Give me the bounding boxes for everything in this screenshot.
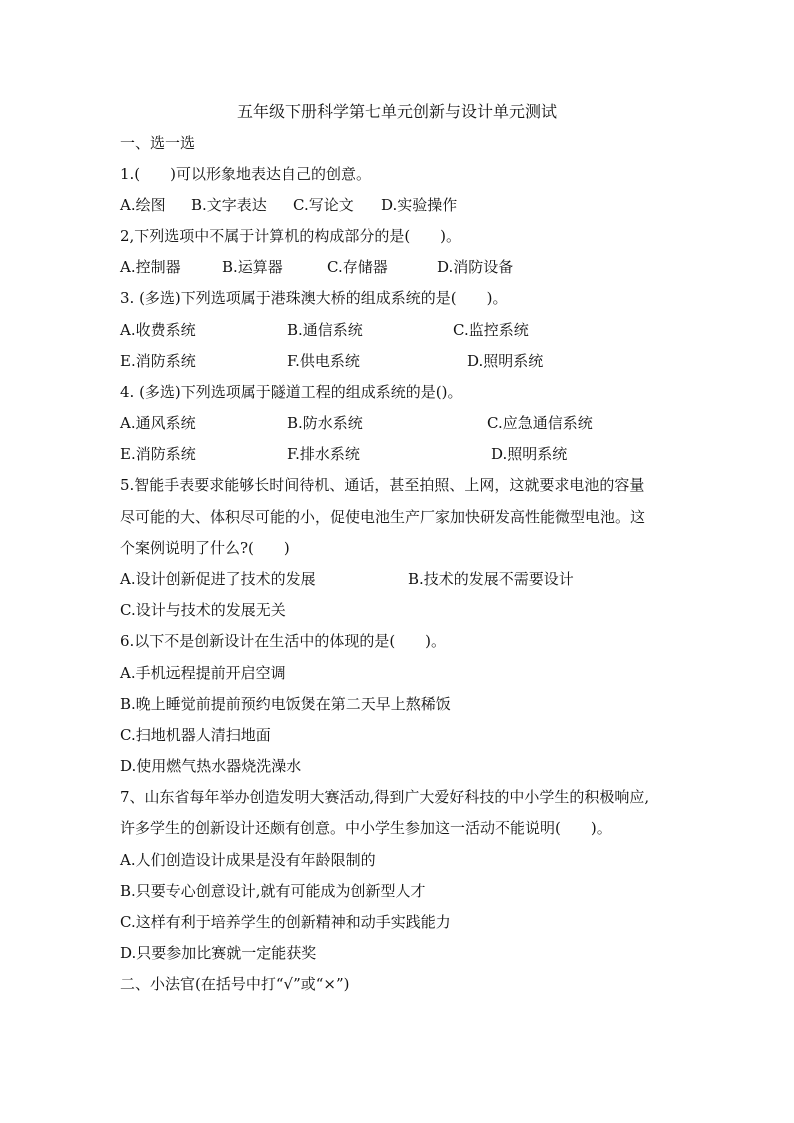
page-title: 五年级下册科学第七单元创新与设计单元测试 bbox=[236, 102, 557, 121]
question-3-option-f: F.供电系统 bbox=[287, 352, 360, 370]
question-5-option-a: A.设计创新促进了技术的发展 bbox=[120, 570, 316, 588]
question-4-option-b: B.防水系统 bbox=[287, 414, 363, 432]
question-5-option-c: C.设计与技术的发展无关 bbox=[120, 601, 286, 619]
section-heading-choice: 一、选一选 bbox=[120, 134, 196, 152]
question-2-option-b: B.运算器 bbox=[222, 258, 283, 276]
question-5-line-3: 个案例说明了什么?( ) bbox=[120, 539, 290, 557]
question-6-option-d: D.使用燃气热水器烧洗澡水 bbox=[120, 757, 302, 775]
question-5-line-1: 5.智能手表要求能够长时间待机、通话，甚至拍照、上网，这就要求电池的容量 bbox=[120, 476, 645, 494]
question-6-option-a: A.手机远程提前开启空调 bbox=[120, 664, 286, 682]
question-2-stem: 2,下列选项中不属于计算机的构成部分的是( )。 bbox=[120, 227, 462, 245]
question-1-option-a: A.绘图 bbox=[120, 196, 166, 214]
question-6-option-b: B.晚上睡觉前提前预约电饭煲在第二天早上熬稀饭 bbox=[120, 695, 451, 713]
question-3-stem: 3. (多选)下列选项属于港珠澳大桥的组成系统的是( )。 bbox=[120, 289, 508, 307]
question-6-stem: 6.以下不是创新设计在生活中的体现的是( )。 bbox=[120, 632, 447, 650]
question-3-option-a: A.收费系统 bbox=[120, 321, 196, 339]
question-7-option-d: D.只要参加比赛就一定能获奖 bbox=[120, 944, 317, 962]
question-1-option-b: B.文字表达 bbox=[191, 196, 267, 214]
question-4-option-e: E.消防系统 bbox=[120, 445, 196, 463]
question-4-option-c: C.应急通信系统 bbox=[487, 414, 593, 432]
question-7-line-2: 许多学生的创新设计还颇有创意。中小学生参加这一活动不能说明( )。 bbox=[120, 819, 612, 837]
question-7-option-b: B.只要专心创意设计,就有可能成为创新型人才 bbox=[120, 882, 426, 900]
question-4-option-f: F.排水系统 bbox=[287, 445, 360, 463]
question-6-option-c: C.扫地机器人清扫地面 bbox=[120, 726, 271, 744]
question-4-option-a: A.通风系统 bbox=[120, 414, 196, 432]
question-4-stem: 4. (多选)下列选项属于隧道工程的组成系统的是()。 bbox=[120, 383, 463, 401]
question-1-option-c: C.写论文 bbox=[293, 196, 354, 214]
question-7-line-1: 7、山东省每年举办创造发明大赛活动,得到广大爱好科技的中小学生的积极响应, bbox=[120, 788, 650, 806]
question-5-line-2: 尽可能的大、体积尽可能的小，促使电池生产厂家加快研发高性能微型电池。这 bbox=[120, 508, 646, 526]
question-7-option-c: C.这样有利于培养学生的创新精神和动手实践能力 bbox=[120, 913, 451, 931]
question-5-option-b: B.技术的发展不需要设计 bbox=[408, 570, 574, 588]
question-3-option-d: D.照明系统 bbox=[467, 352, 544, 370]
question-2-option-d: D.消防设备 bbox=[437, 258, 514, 276]
question-2-option-a: A.控制器 bbox=[120, 258, 181, 276]
question-1-option-d: D.实验操作 bbox=[381, 196, 458, 214]
question-3-option-e: E.消防系统 bbox=[120, 352, 196, 370]
question-3-option-c: C.监控系统 bbox=[453, 321, 529, 339]
question-4-option-d: D.照明系统 bbox=[491, 445, 568, 463]
question-3-option-b: B.通信系统 bbox=[287, 321, 363, 339]
question-2-option-c: C.存储器 bbox=[327, 258, 388, 276]
section-heading-judge: 二、小法官(在括号中打“√”或“×”) bbox=[120, 975, 350, 993]
question-1-stem: 1.( )可以形象地表达自己的创意。 bbox=[120, 165, 372, 183]
question-7-option-a: A.人们创造设计成果是没有年龄限制的 bbox=[120, 851, 376, 869]
